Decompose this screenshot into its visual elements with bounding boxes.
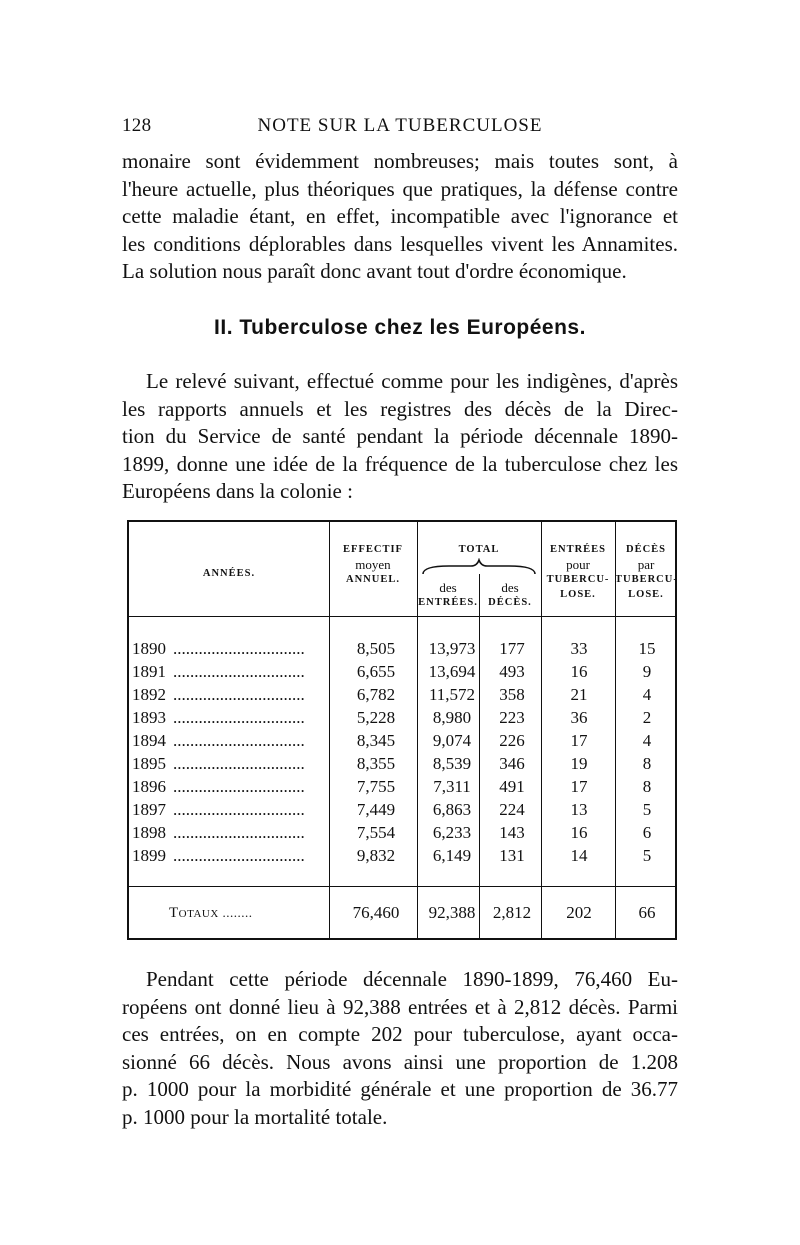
entrees-tub-cell: 21 [570,685,588,704]
entrees-cell: 11,572 [428,685,476,704]
text-line: les conditions déplorables dans lesquelles vivent les Annamites. [122,231,678,256]
year-cell: 1897 [132,800,166,819]
text-line: p. 1000 pour la mortalité totale. [122,1104,388,1129]
deces-tub-cell: 2 [642,708,652,727]
conclusion-paragraph [122,966,678,1131]
text-line: sionné 66 décès. Nous avons ainsi une proportion de 1.208 [122,1049,678,1074]
deces-tub-cell: 9 [642,662,652,681]
entrees-cell: 6,233 [432,823,472,842]
table-row [129,730,675,751]
year-cell: 1899 [132,846,166,865]
effectif-cell: 5,228 [356,708,396,727]
entrees-tub-cell: 33 [570,639,588,658]
year-cell: 1894 [132,731,166,750]
page-number: 128 [122,115,152,136]
deces-tub-cell: 5 [642,800,652,819]
entrees-cell: 13,694 [428,662,476,681]
entrees-cell: 6,863 [432,800,472,819]
year-cell: 1892 [132,685,166,704]
running-title: NOTE SUR LA TUBERCULOSE [257,115,543,136]
entrees-cell: 8,980 [432,708,472,727]
table-row [129,638,675,659]
deces-tub-cell: 5 [642,846,652,865]
year-cell: 1895 [132,754,166,773]
effectif-cell: 9,832 [356,846,396,865]
text-line: tion du Service de santé pendant la période décennale 1890- [122,424,678,448]
leader-dots: ............................... [173,754,305,773]
text-line: cette maladie étant, en effet, incompatible avec l'ignorance et [122,204,678,228]
effectif-cell: 8,345 [356,731,396,750]
text-line: ropéens ont donné lieu à 92,388 entrées et à 2,812 décès. Parmi [122,994,678,1019]
leader-dots: ............................... [173,685,305,704]
deces-tub-cell: 8 [642,754,652,773]
header-rule [129,616,675,617]
text-line: Pendant cette période décennale 1890-1899, 76,460 Eu- [146,967,678,991]
text-line: l'heure actuelle, plus théoriques que pratiques, la défense contre [122,176,678,201]
deces-cell: 177 [499,639,525,658]
effectif-cell: 8,355 [356,754,396,773]
year-cell: 1890 [132,639,166,658]
text-line: Européens dans la colonie : [122,479,353,503]
entrees-tub-cell: 19 [570,754,588,773]
year-cell: 1896 [132,777,166,796]
text-line: 1899, donne une idée de la fréquence de la tuberculose chez les [122,451,678,476]
entrees-tub-cell: 14 [570,846,588,865]
totals-rule [129,886,675,887]
leader-dots: ............................... [173,777,305,796]
table-row [129,799,675,820]
table-row [129,684,675,705]
entrees-tub-cell: 16 [570,823,588,842]
deces-cell: 131 [499,846,525,865]
text-line: les rapports annuels et les registres des décès de la Direc- [122,396,678,421]
entrees-tub-cell: 16 [570,662,588,681]
text-line: p. 1000 pour la morbidité générale et une proportion de 36.77 [122,1077,678,1101]
entrees-tub-total: 202 [566,903,592,922]
leader-dots: ............................... [173,708,305,727]
intro-paragraph [122,148,678,286]
effectif-header: EFFECTIF moyen ANNUEL. [343,544,403,585]
years-header: ANNÉES. [202,568,256,579]
table-row [129,776,675,797]
deces-cell: 224 [499,800,525,819]
leader-dots: ............................... [173,846,305,865]
effectif-total: 76,460 [352,903,400,922]
entrees-tub-cell: 13 [570,800,588,819]
total-entrees-header: des ENTRÉES. [418,580,478,608]
deces-total: 2,812 [492,903,532,922]
deces-tub-cell: 6 [642,823,652,842]
deces-cell: 223 [499,708,525,727]
deces-tub-cell: 4 [642,685,652,704]
deces-cell: 143 [499,823,525,842]
year-cell: 1893 [132,708,166,727]
total-brace [419,558,539,578]
deces-cell: 346 [499,754,525,773]
entrees-cell: 7,311 [433,777,471,796]
leader-dots: ............................... [173,662,305,681]
entrees-tub-cell: 36 [570,708,588,727]
table-row [129,822,675,843]
total-deces-header: des DÉCÈS. [488,580,532,608]
deces-cell: 226 [499,731,525,750]
effectif-cell: 8,505 [356,639,396,658]
deces-tub-header: DÉCÈS par TUBERCU- LOSE. [615,544,678,600]
deces-cell: 493 [499,662,525,681]
entrees-tub-cell: 17 [570,777,588,796]
entrees-cell: 8,539 [432,754,472,773]
deces-tub-cell: 15 [638,639,656,658]
table-row [129,845,675,866]
entrees-cell: 6,149 [432,846,472,865]
section-heading: II. Tuberculose chez les Européens. [214,316,586,339]
deces-tub-cell: 4 [642,731,652,750]
leader-dots: ............................... [173,800,305,819]
table-row [129,661,675,682]
text-line: Le relevé suivant, effectué comme pour les indigènes, d'après [146,369,678,393]
effectif-cell: 6,782 [356,685,396,704]
effectif-cell: 7,449 [356,800,396,819]
leader-dots: ............................... [173,823,305,842]
entrees-tub-header: ENTRÉES pour TUBERCU- LOSE. [546,544,610,600]
entrees-cell: 13,973 [428,639,476,658]
text-line: ces entrées, on en compte 202 pour tuberculose, ayant occa- [122,1022,678,1046]
effectif-cell: 7,554 [356,823,396,842]
leader-dots: ............................... [173,731,305,750]
year-cell: 1898 [132,823,166,842]
total-header: TOTAL [458,544,500,555]
totals-label: Totaux ........ [169,905,253,921]
deces-cell: 491 [499,777,525,796]
table-intro-paragraph [122,368,678,506]
effectif-cell: 6,655 [356,662,396,681]
effectif-cell: 7,755 [356,777,396,796]
totals-row [129,902,675,923]
page-header [122,115,678,139]
table-row [129,753,675,774]
entrees-total: 92,388 [428,903,476,922]
deces-tub-cell: 8 [642,777,652,796]
text-line: monaire sont évidemment nombreuses; mais toutes sont, à [122,149,678,173]
deces-cell: 358 [499,685,525,704]
table-row [129,707,675,728]
text-line: La solution nous paraît donc avant tout d'ordre économique. [122,259,627,283]
entrees-cell: 9,074 [432,731,472,750]
year-cell: 1891 [132,662,166,681]
entrees-tub-cell: 17 [570,731,588,750]
leader-dots: ............................... [173,639,305,658]
deces-tub-total: 66 [638,903,656,922]
statistics-table [127,520,677,940]
